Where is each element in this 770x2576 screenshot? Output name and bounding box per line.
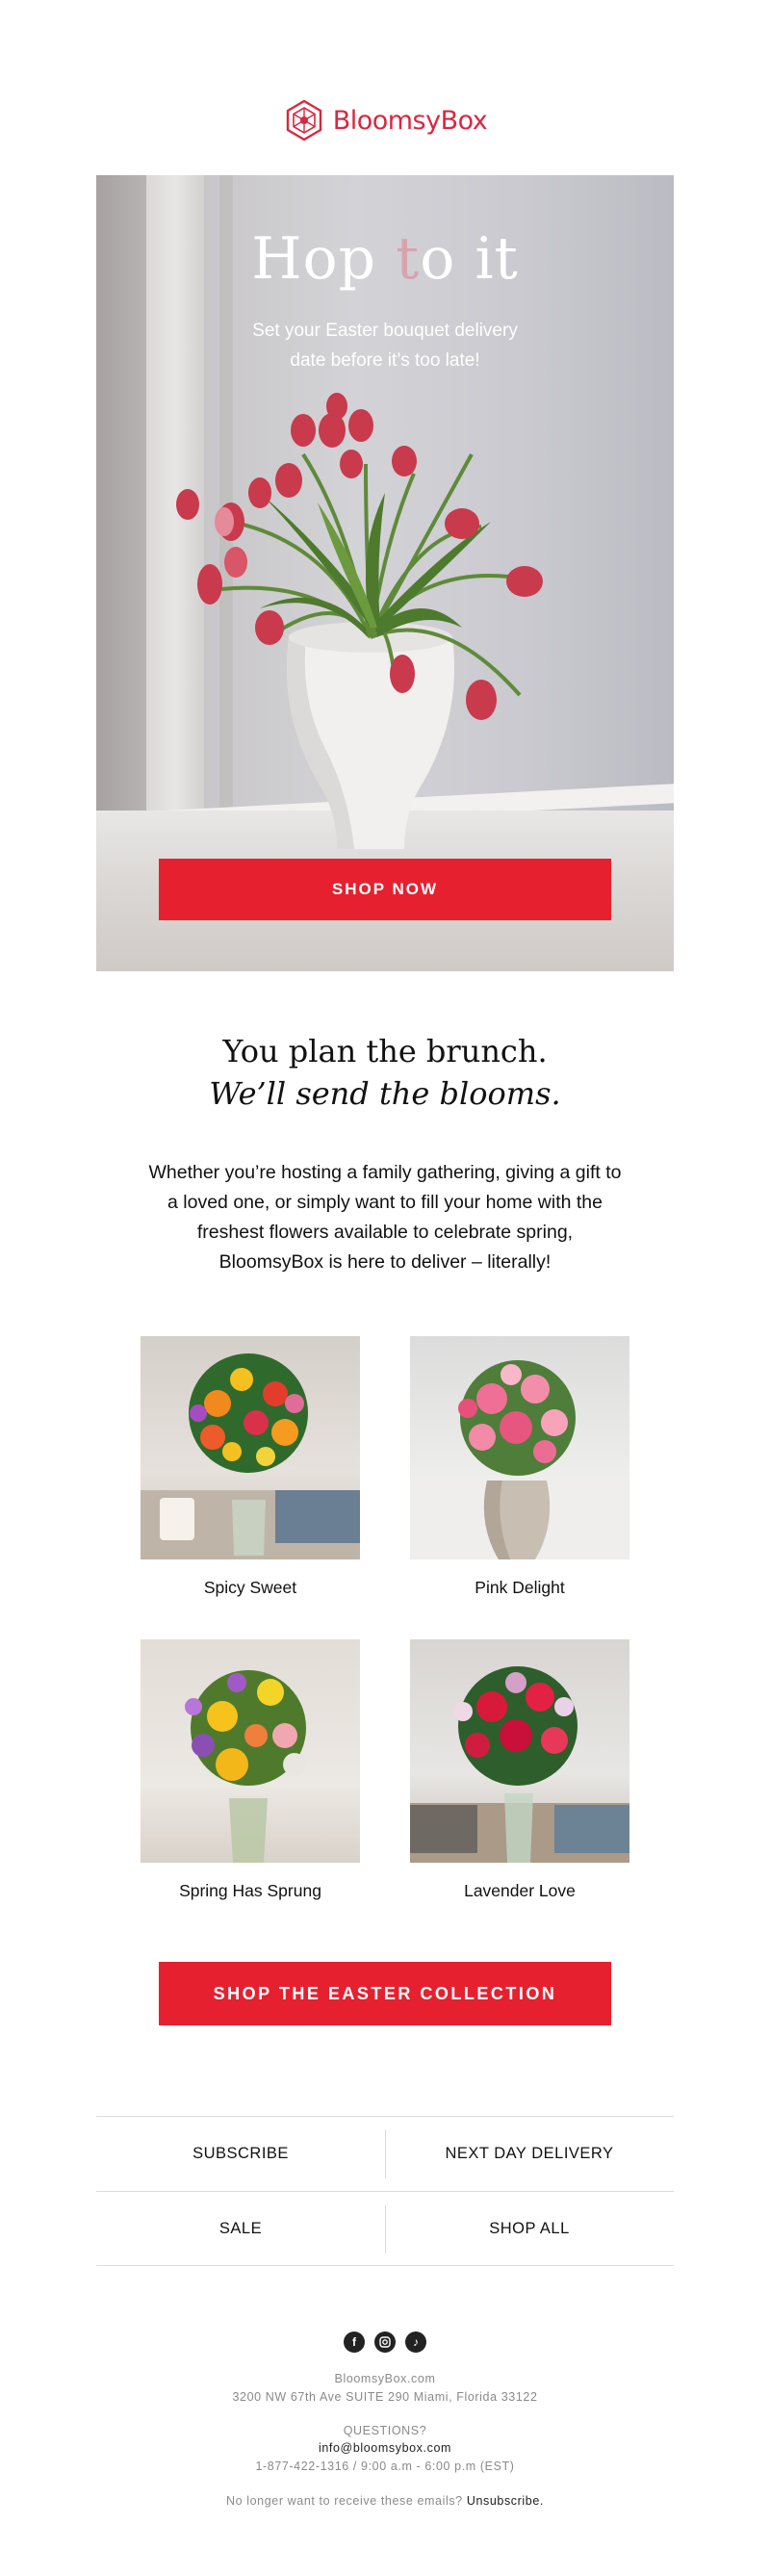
nav-link-subscribe[interactable]: SUBSCRIBE: [192, 2145, 289, 2162]
product-card[interactable]: [410, 1336, 629, 1598]
tulip-vase-image: [96, 175, 674, 971]
product-name[interactable]: Spicy Sweet: [203, 1578, 297, 1597]
product-name[interactable]: Pink Delight: [475, 1578, 565, 1597]
product-card[interactable]: [141, 1336, 360, 1598]
footer-questions: QUESTIONS?: [343, 2424, 427, 2437]
hero-subtitle: Set your Easter bouquet delivery date before it’s too late!: [252, 321, 518, 371]
hero-title-part-3: o it: [420, 225, 519, 293]
footer-site[interactable]: BloomsyBox.com: [334, 2372, 436, 2385]
unsubscribe-link[interactable]: Unsubscribe.: [466, 2494, 544, 2508]
nav-link-sale[interactable]: SALE: [218, 2219, 263, 2237]
footer-unsubscribe-line: [0, 2494, 770, 2508]
nav-divider: [385, 2205, 386, 2254]
footer-nav-row: [96, 2191, 674, 2266]
facebook-icon[interactable]: f: [344, 2331, 365, 2353]
instagram-icon[interactable]: [374, 2331, 396, 2353]
product-image[interactable]: [410, 1336, 629, 1559]
bouquet-image: [141, 1336, 360, 1559]
intro-heading: You plan the brunch.: [222, 1033, 548, 1069]
bouquet-image: [410, 1639, 629, 1863]
intro-heading-italic: We’ll send the blooms.: [209, 1075, 561, 1112]
shop-easter-collection-button[interactable]: SHOP THE EASTER COLLECTION: [159, 1962, 611, 2025]
nav-link-shop-all[interactable]: SHOP ALL: [489, 2219, 570, 2237]
hero-title-part-1: Hop: [251, 225, 397, 293]
brand-logo[interactable]: [0, 99, 770, 142]
geometric-flower-icon: [283, 99, 325, 142]
product-name[interactable]: Lavender Love: [464, 1881, 576, 1900]
product-image[interactable]: [410, 1639, 629, 1863]
hero-title: [96, 225, 674, 293]
unsubscribe-prefix: No longer want to receive these emails?: [226, 2494, 463, 2508]
hero-banner[interactable]: [96, 175, 674, 971]
hero-title-part-2: t: [396, 225, 421, 293]
product-image[interactable]: [141, 1639, 360, 1863]
product-card[interactable]: [410, 1639, 629, 1901]
product-name[interactable]: Spring Has Sprung: [179, 1881, 321, 1900]
tiktok-icon[interactable]: ♪: [405, 2331, 426, 2353]
footer-nav-row: [96, 2116, 674, 2191]
intro-body: Whether you’re hosting a family gathering, giving a gift to a loved one, or simply want to fill your home with the freshest flowers available to celebrate spring, BloomsyBox is here to deliver – literally!: [148, 1162, 622, 1273]
bouquet-image: [410, 1336, 629, 1559]
footer-nav: [96, 2116, 674, 2266]
brand-name: BloomsyBox: [332, 105, 488, 136]
product-card[interactable]: [141, 1639, 360, 1901]
nav-link-next-day-delivery[interactable]: NEXT DAY DELIVERY: [445, 2145, 614, 2162]
bouquet-image: [141, 1639, 360, 1863]
footer-email[interactable]: info@bloomsybox.com: [318, 2441, 452, 2455]
social-links: [0, 2331, 770, 2353]
nav-divider: [385, 2130, 386, 2178]
shop-now-button[interactable]: SHOP NOW: [159, 859, 611, 920]
footer-address: 3200 NW 67th Ave SUITE 290 Miami, Florida 33122: [232, 2390, 538, 2404]
product-image[interactable]: [141, 1336, 360, 1559]
footer-phone-hours: 1-877-422-1316 / 9:00 a.m - 6:00 p.m (EST): [255, 2460, 515, 2473]
